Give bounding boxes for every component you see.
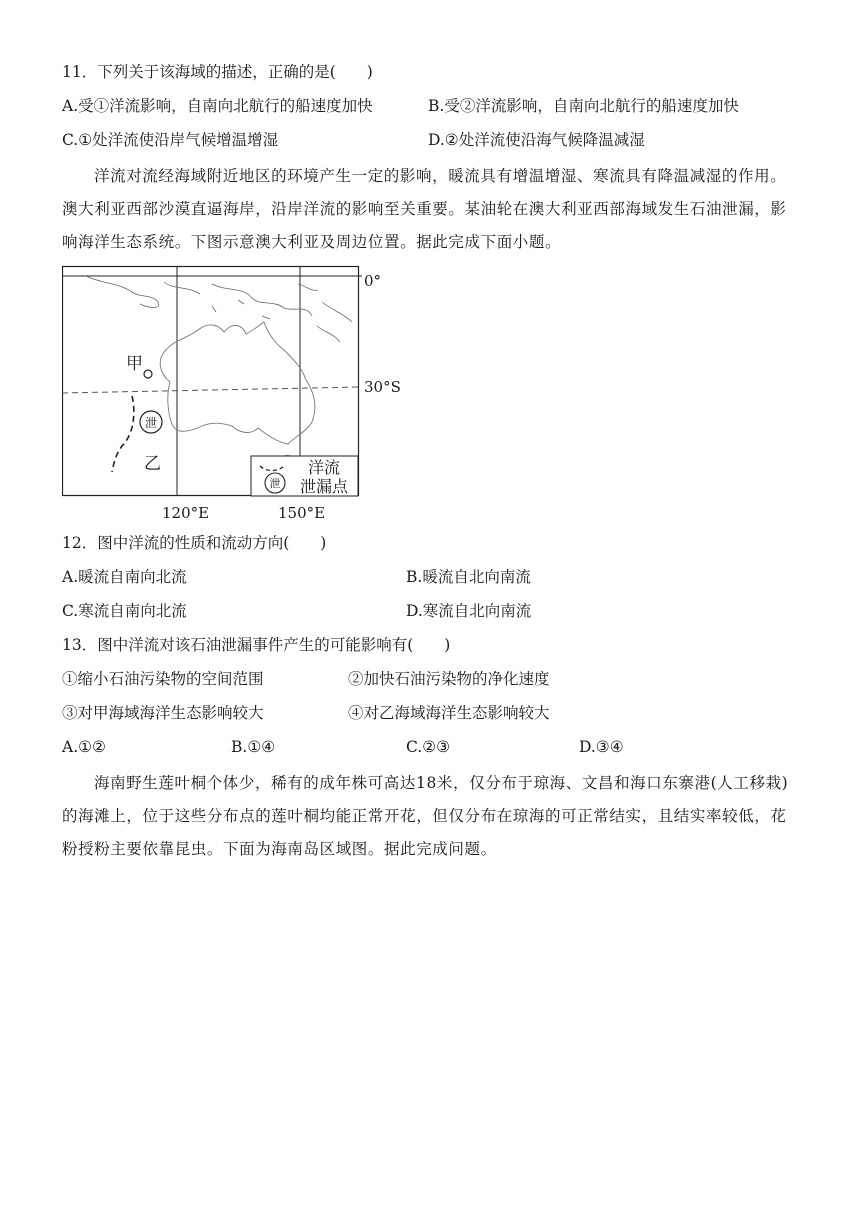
- q12-option-c: C.寒流自南向北流: [62, 602, 187, 620]
- point-jia: [144, 370, 152, 378]
- q12-stem: 12．图中洋流的性质和流动方向( ): [62, 534, 327, 552]
- australia-map: [62, 264, 422, 526]
- q11-option-b: B.受②洋流影响，自南向北航行的船速度加快: [428, 97, 739, 115]
- label-lon-120e: 120°E: [162, 504, 210, 522]
- spill-point-label: 泄: [144, 416, 158, 430]
- q13-statement-2: ②加快石油污染物的净化速度: [348, 670, 550, 688]
- q13-statement-1: ①缩小石油污染物的空间范围: [62, 670, 264, 688]
- ocean-current-line: [112, 396, 134, 472]
- passage-hainan: 海南野生莲叶桐个体少，稀有的成年株可高达18米，仅分布于琼海、文昌和海口东寨港(人工移栽)的海滩上，位于这些分布点的莲叶桐均能正常开花，但仅分布在琼海的可正常结实，且结实率较低，花粉授粉主要依靠昆虫。下面为海南岛区域图。据此完成问题。: [62, 774, 789, 858]
- q13-option-c: C.②③: [406, 738, 451, 756]
- q12-option-d: D.寒流自北向南流: [406, 602, 532, 620]
- q13-stem: 13．图中洋流对该石油泄漏事件产生的可能影响有( ): [62, 636, 451, 654]
- q11-option-c: C.①处洋流使沿岸气候增温增湿: [62, 131, 279, 149]
- label-lat-0: 0°: [364, 272, 382, 290]
- q11-option-a: A.受①洋流影响，自南向北航行的船速度加快: [62, 97, 373, 115]
- q13-statement-4: ④对乙海域海洋生态影响较大: [348, 704, 550, 722]
- australia-outline: [160, 322, 315, 444]
- label-jia: 甲: [126, 354, 143, 374]
- legend-spill-label: 泄漏点: [300, 477, 349, 496]
- northern-islands: [86, 276, 352, 342]
- q13-statement-3: ③对甲海域海洋生态影响较大: [62, 704, 264, 722]
- passage-ocean-currents: 洋流对流经海域附近地区的环境产生一定的影响，暖流具有增温增湿、寒流具有降温减湿的作用。澳大利亚西部沙漠直逼海岸，沿岸洋流的影响至关重要。某油轮在澳大利亚西部海域发生石油泄漏，影响海洋生态系统。下图示意澳大利亚及周边位置。据此完成下面小题。: [62, 167, 787, 251]
- q13-option-b: B.①④: [231, 738, 276, 756]
- label-yi: 乙: [144, 454, 161, 474]
- q13-option-d: D.③④: [579, 738, 624, 756]
- q12-option-a: A.暖流自南向北流: [62, 568, 187, 586]
- q13-option-a: A.①②: [62, 738, 106, 756]
- q11-option-d: D.②处洋流使沿海气候降温减湿: [428, 131, 645, 149]
- legend-current-label: 洋流: [308, 458, 341, 477]
- label-lat-30s: 30°S: [364, 378, 401, 396]
- q12-option-b: B.暖流自北向南流: [406, 568, 531, 586]
- latitude-30s-line: [62, 387, 360, 393]
- legend-spill-symbol: 泄: [269, 477, 281, 490]
- label-lon-150e: 150°E: [278, 504, 326, 522]
- q11-stem: 11．下列关于该海域的描述，正确的是( ): [62, 63, 373, 81]
